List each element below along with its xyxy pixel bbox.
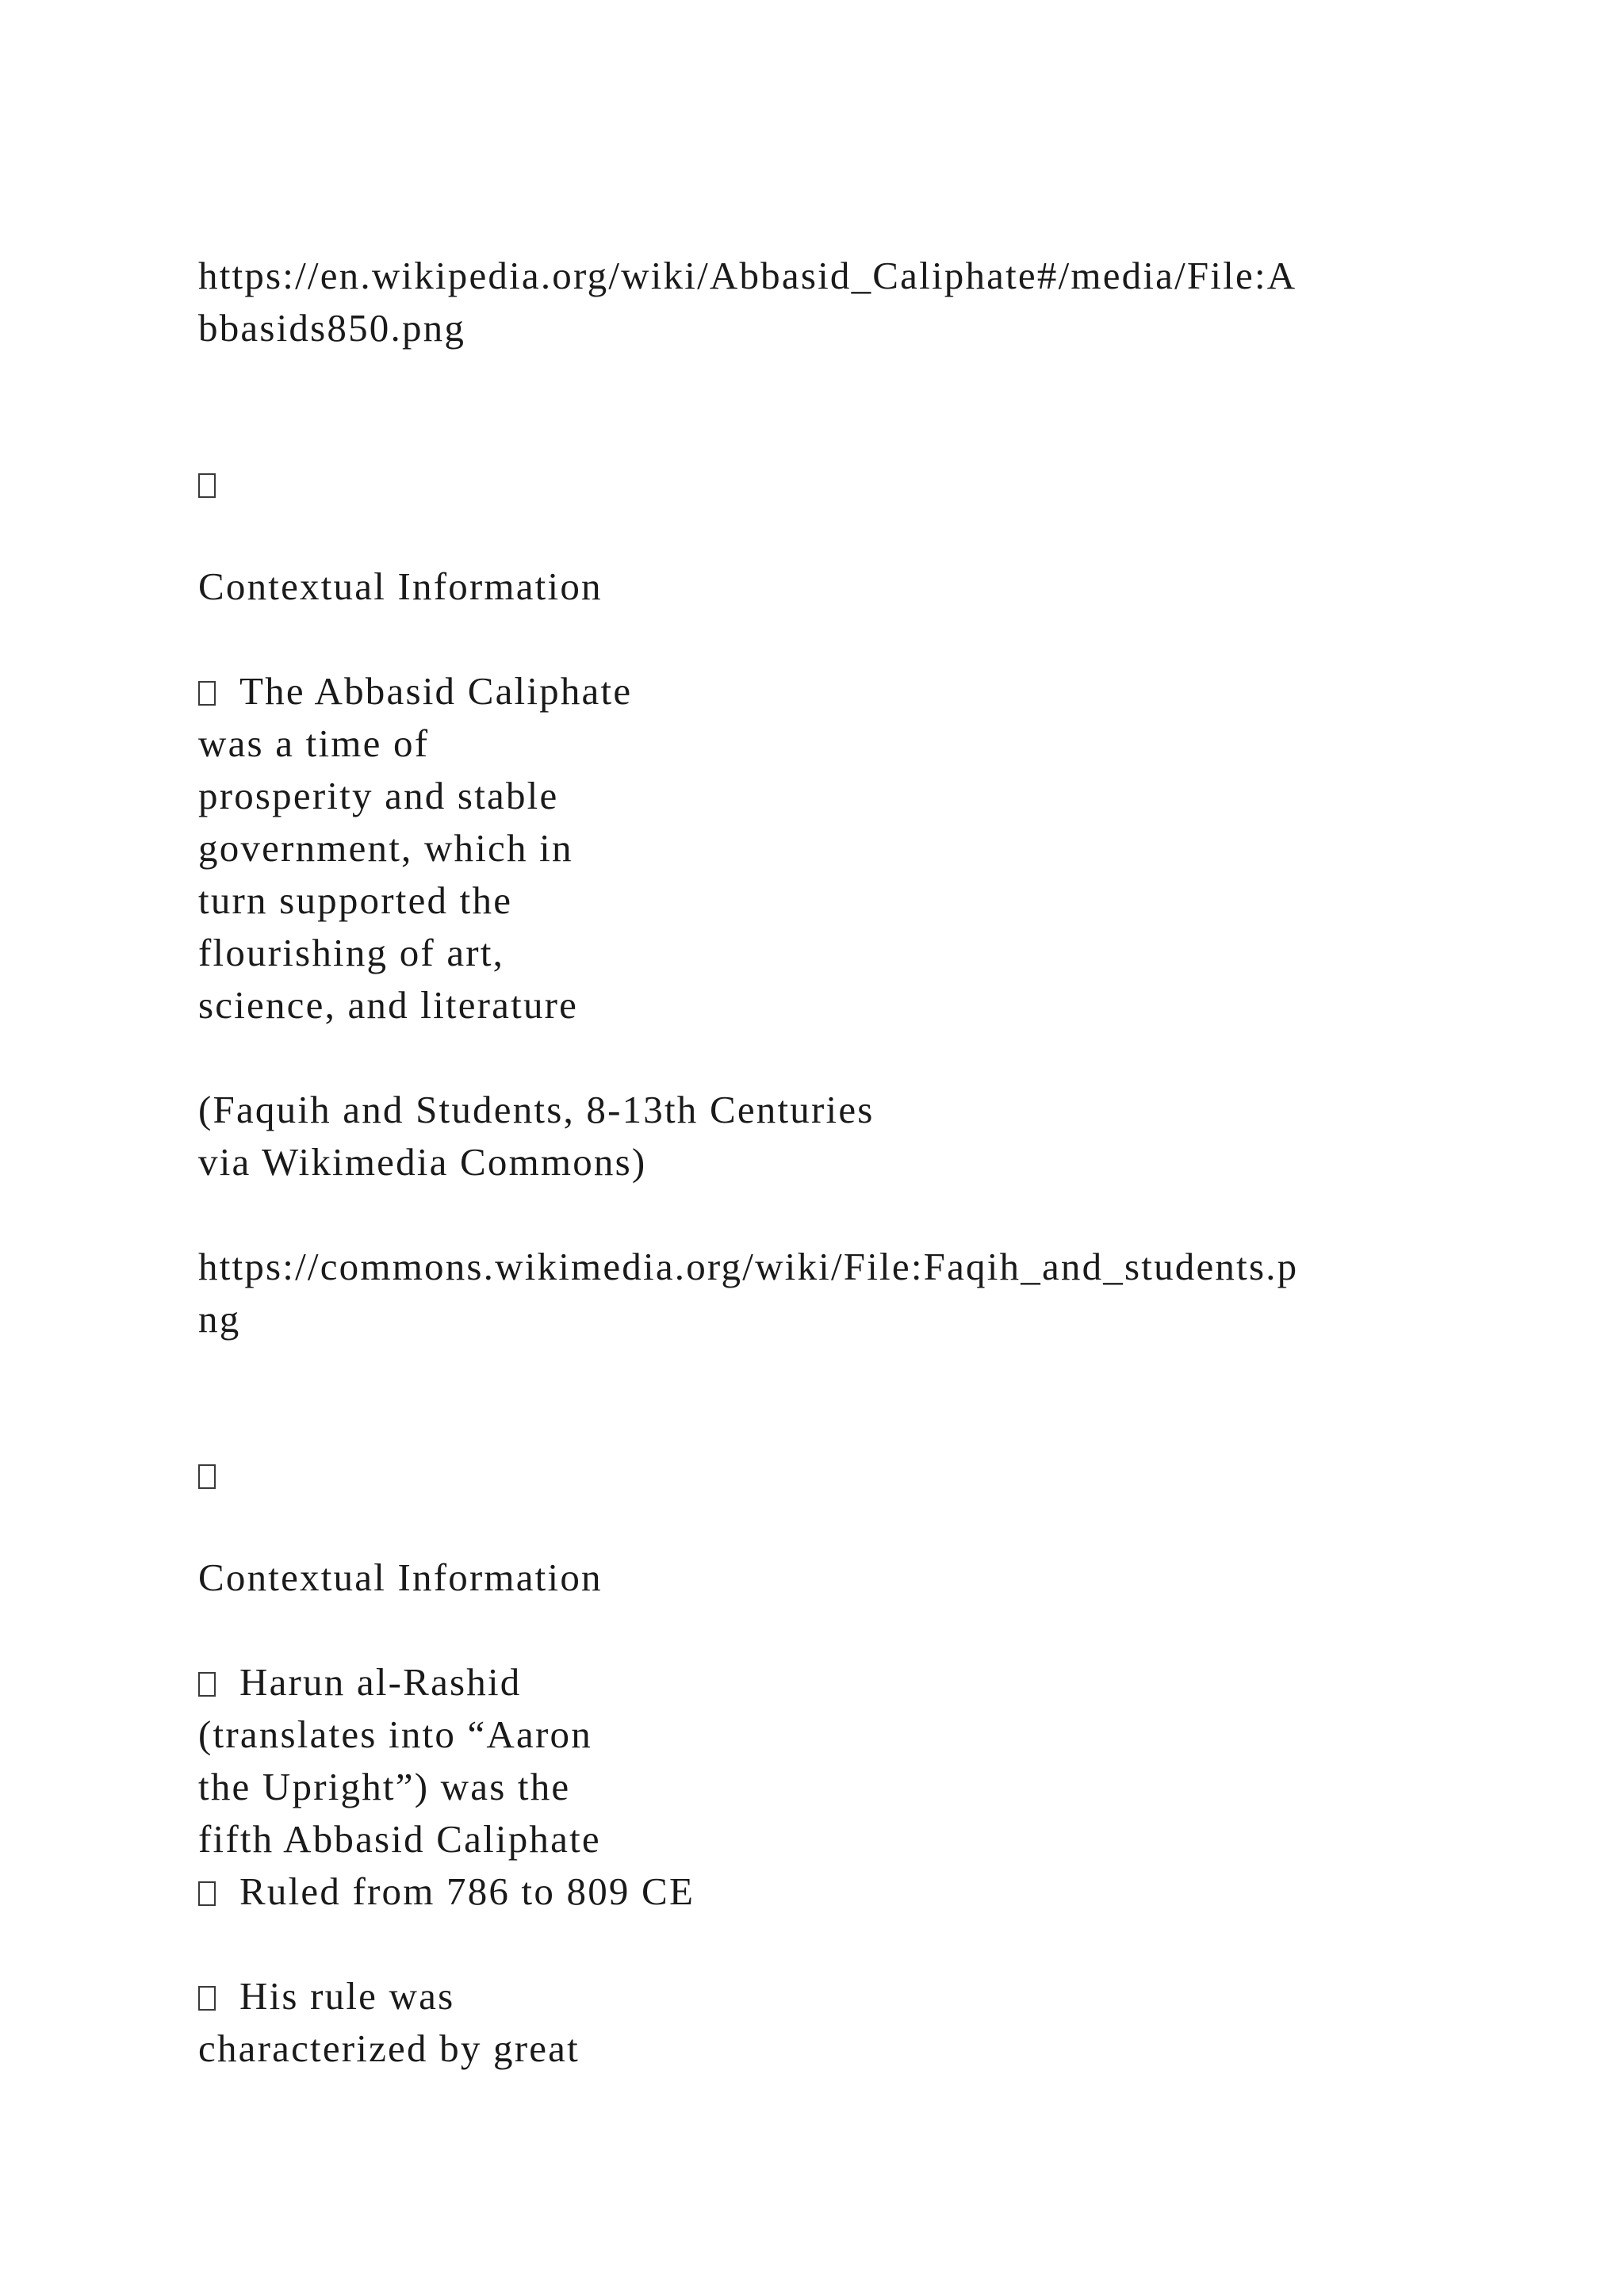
bullet-box-icon xyxy=(198,1881,216,1906)
bullet-line: prosperity and stable xyxy=(198,774,559,817)
bullet-line: Ruled from 786 to 809 CE xyxy=(198,1868,695,1915)
bullet-line: His rule was xyxy=(198,1973,454,2020)
bullet-line: turn supported the xyxy=(198,878,513,922)
bullet-line: (translates into “Aaron xyxy=(198,1712,592,1756)
source-url-line-2: bbasids850.png xyxy=(198,306,466,350)
bullet-box-icon xyxy=(198,1672,216,1697)
source-url-line-2: ng xyxy=(198,1297,241,1341)
missing-glyph-icon xyxy=(198,1451,216,1498)
bullet-line: flourishing of art, xyxy=(198,931,505,974)
bullet-line: Harun al-Rashid xyxy=(198,1659,522,1706)
section-heading: Contextual Information xyxy=(198,1556,603,1599)
bullet-line: fifth Abbasid Caliphate xyxy=(198,1817,601,1861)
missing-glyph-icon xyxy=(198,460,216,507)
bullet-line: science, and literature xyxy=(198,983,579,1027)
bullet-line: the Upright”) was the xyxy=(198,1765,571,1808)
section-heading: Contextual Information xyxy=(198,564,603,608)
citation-line-2: via Wikimedia Commons) xyxy=(198,1140,647,1184)
bullet-line: government, which in xyxy=(198,826,573,870)
bullet-line: The Abbasid Caliphate xyxy=(198,668,632,715)
citation-line-1: (Faquih and Students, 8-13th Centuries xyxy=(198,1088,875,1131)
bullet-box-icon xyxy=(198,1986,216,2011)
bullet-line: characterized by great xyxy=(198,2026,580,2070)
bullet-box-icon xyxy=(198,681,216,706)
source-url-line-1: https://commons.wikimedia.org/wiki/File:Faqih_and_students.p xyxy=(198,1245,1299,1288)
bullet-line: was a time of xyxy=(198,721,430,765)
source-url-line-1: https://en.wikipedia.org/wiki/Abbasid_Caliphate#/media/File:A xyxy=(198,254,1297,297)
